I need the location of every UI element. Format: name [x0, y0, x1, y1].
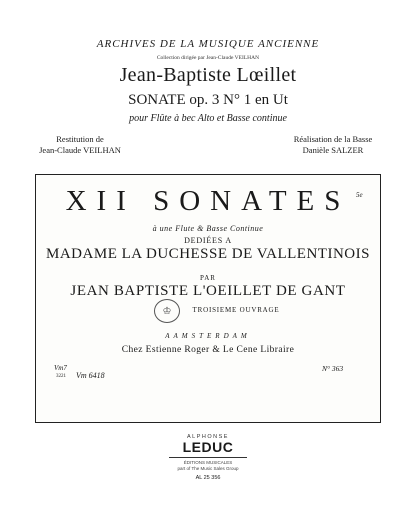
library-stamp-icon: ♔	[154, 299, 180, 323]
plate-opus: TROISIEME OUVRAGE	[192, 306, 280, 314]
plate-main-title: XII SONATES	[65, 185, 351, 217]
collection-note: Collection dirigée par Jean-Claude VEILHAN	[156, 55, 260, 61]
plate-dedication: DEDIÉES A	[184, 236, 232, 245]
logo-name: LEDUC	[182, 439, 234, 455]
historic-title-plate	[35, 174, 381, 423]
composer-name: Jean-Baptiste Lœillet	[119, 64, 297, 86]
credit-bass-realisation	[268, 134, 398, 156]
logo-top: ALPHONSE	[187, 434, 229, 440]
logo-sub2: part of The Music Sales Group	[177, 466, 239, 471]
plate-number: N° 363	[322, 364, 344, 373]
instrumentation: pour Flûte à bec Alto et Basse continue	[129, 113, 287, 124]
credit-bass-role: Réalisation de la Basse	[293, 134, 373, 144]
plate-dedicatee: MADAME LA DUCHESSE DE VALLENTINOIS	[46, 246, 370, 262]
credit-restitution	[20, 134, 140, 156]
credit-restitution-role: Restitution de	[56, 134, 104, 144]
credit-restitution-name: Jean-Claude VEILHAN	[39, 145, 121, 155]
plate-superscript: 5e	[356, 191, 363, 199]
plate-instrument-line: à une Flute & Basse Continue	[152, 224, 264, 233]
plate-publisher: Chez Estienne Roger & Le Cene Libraire	[121, 345, 295, 355]
plate-composer: JEAN BAPTISTE L'OEILLET DE GANT	[70, 283, 346, 299]
catalog-code: AL 25 356	[195, 475, 221, 481]
logo-sub1: ÉDITIONS MUSICALES	[183, 460, 233, 465]
plate-city: AAMSTERDAM	[165, 332, 251, 340]
shelf-mark-1: Vm7	[54, 364, 67, 372]
shelf-mark-2: Vm 6418	[76, 371, 105, 380]
shelf-mark-3: 3221	[56, 374, 66, 379]
logo-divider	[169, 457, 247, 458]
publisher-logo	[157, 434, 259, 498]
plate-par: PAR	[200, 274, 216, 282]
work-title: SONATE op. 3 N° 1 en Ut	[128, 92, 288, 108]
credit-bass-name: Danièle SALZER	[302, 145, 364, 155]
series-title: ARCHIVES DE LA MUSIQUE ANCIENNE	[96, 38, 320, 50]
